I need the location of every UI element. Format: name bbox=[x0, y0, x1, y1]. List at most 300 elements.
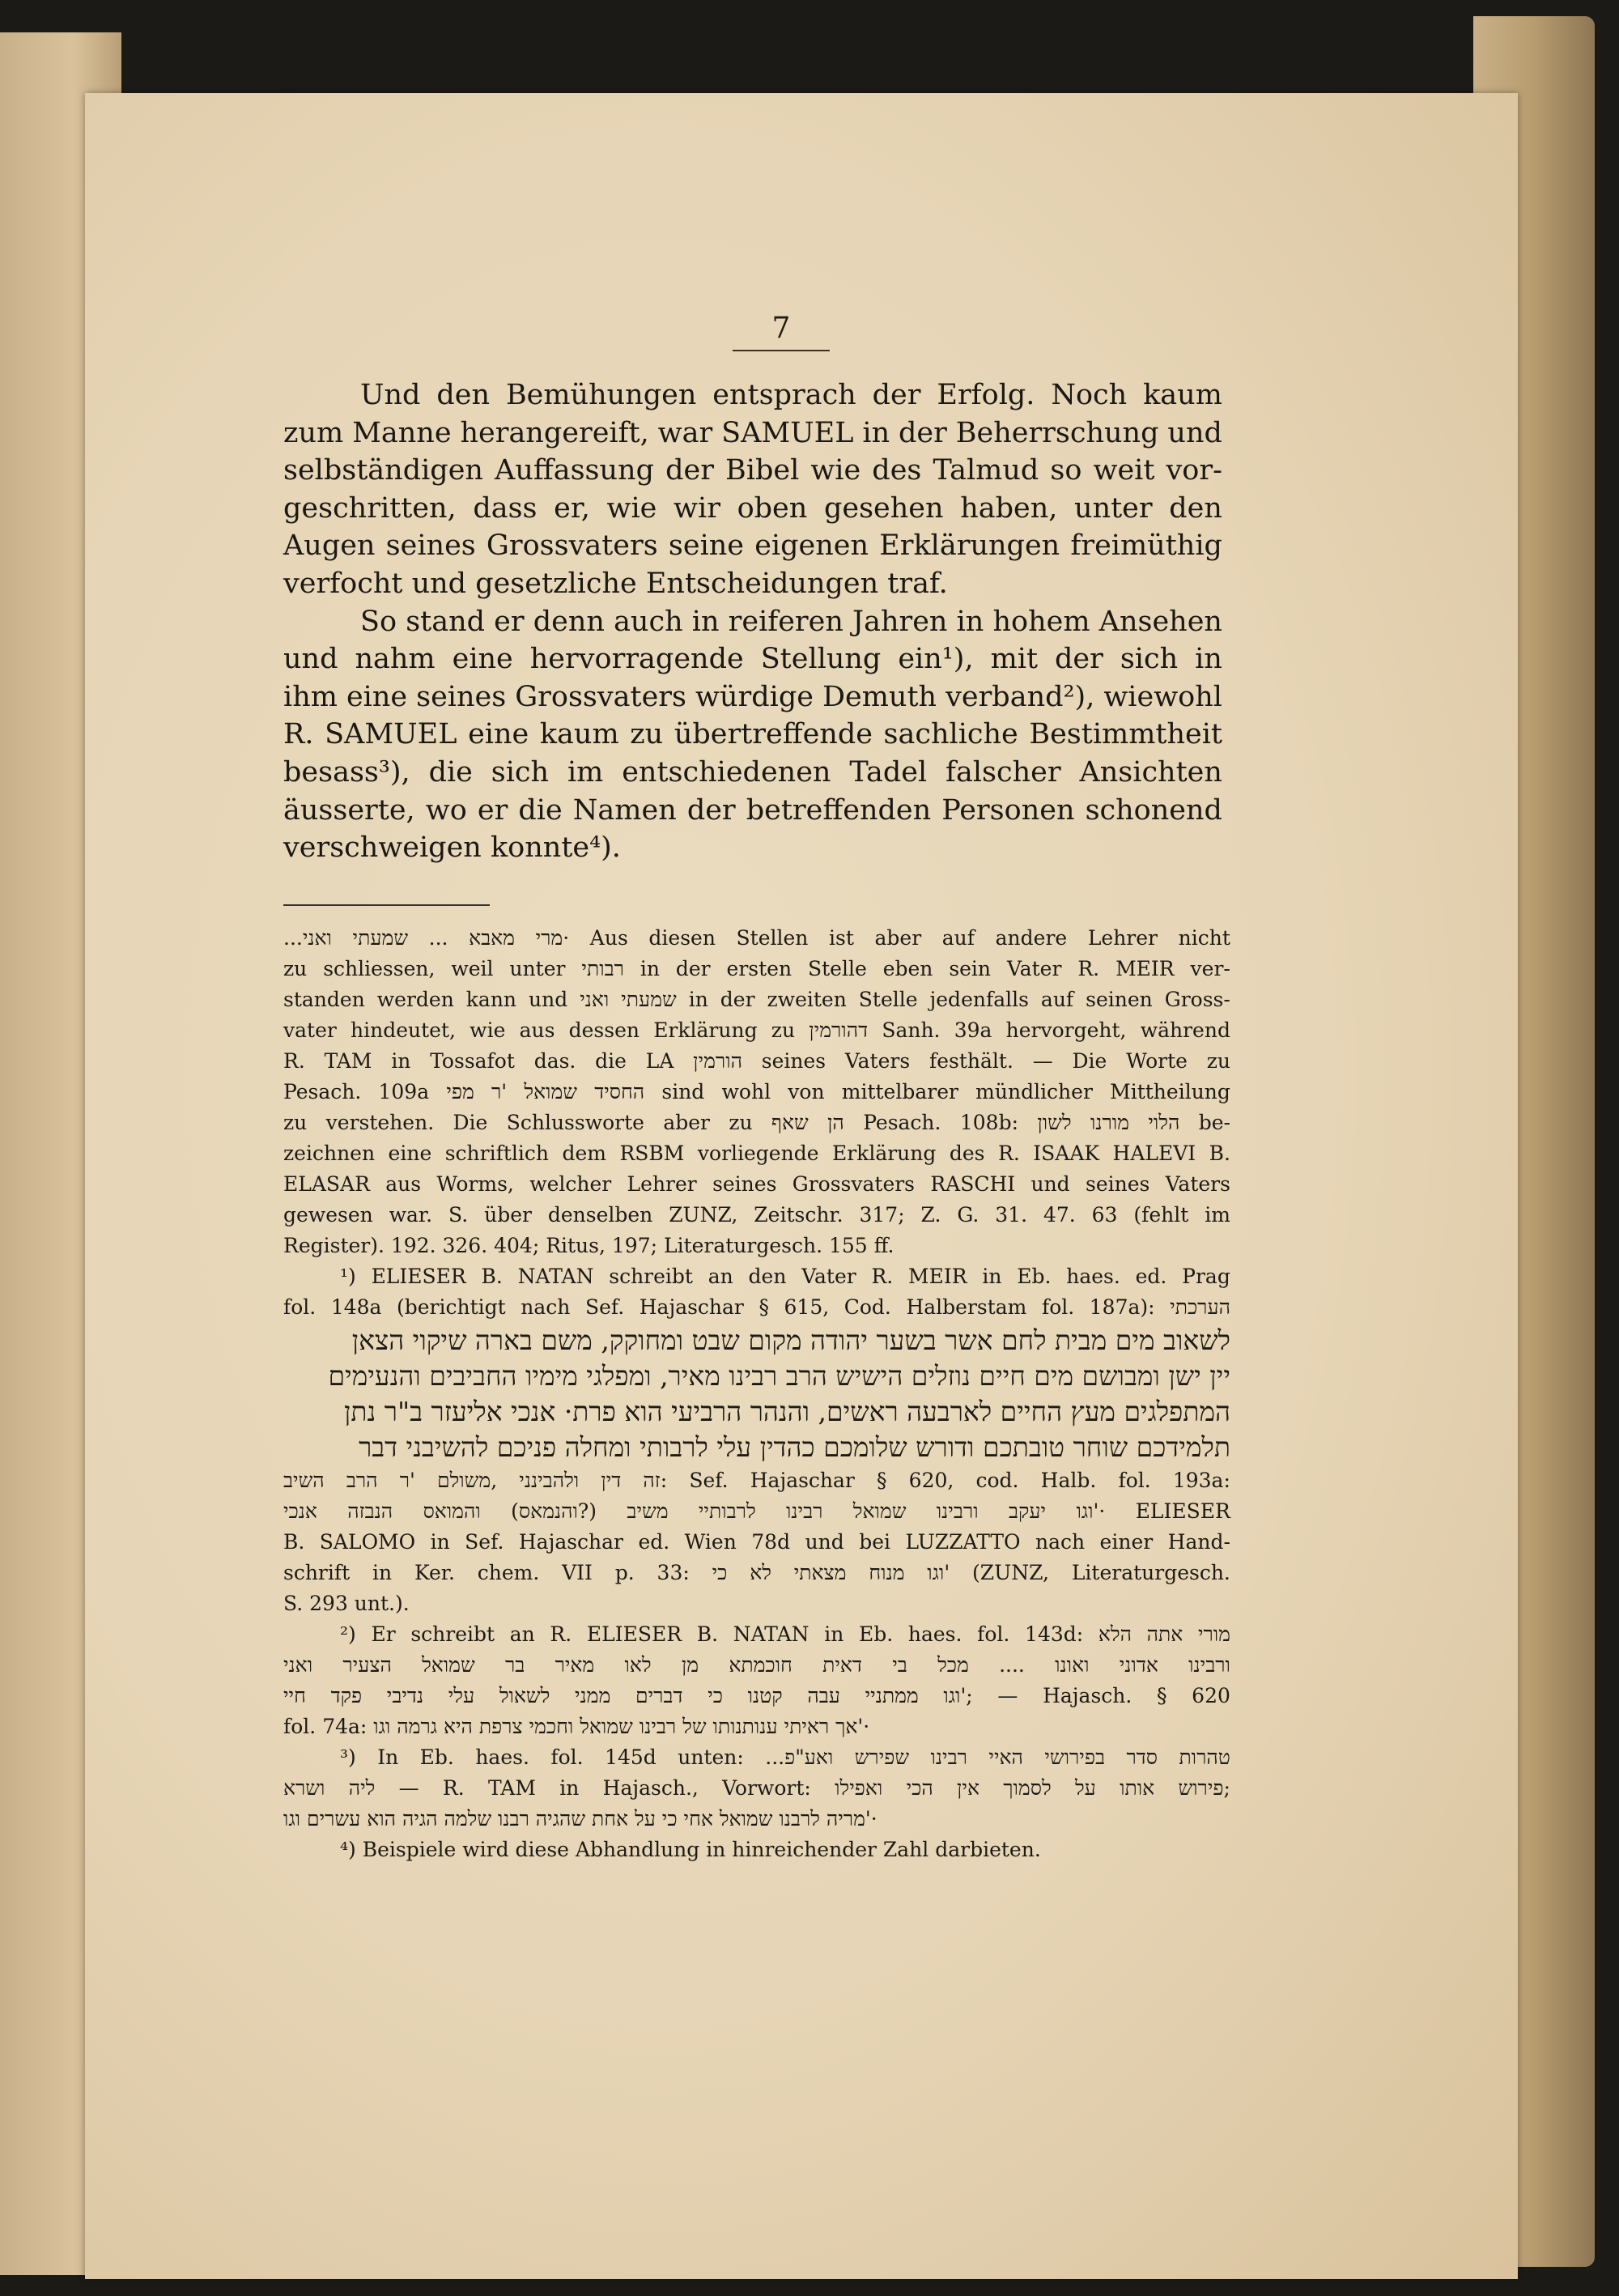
word: seine bbox=[668, 529, 745, 563]
word: ... bbox=[428, 926, 448, 950]
word: הלוי bbox=[1148, 1111, 1180, 1134]
word: schreibt bbox=[609, 1265, 693, 1288]
word: מנוח bbox=[869, 1561, 905, 1584]
footnote-2-line bbox=[283, 1650, 1230, 1681]
word: ואני bbox=[580, 988, 610, 1011]
word: der bbox=[872, 379, 921, 411]
word: In bbox=[377, 1745, 399, 1769]
word: hervorragende bbox=[529, 643, 744, 676]
word: Bestimmtheit bbox=[1029, 718, 1222, 751]
word: seines bbox=[1086, 1172, 1150, 1196]
word: R. bbox=[998, 1142, 1020, 1165]
word: sich bbox=[491, 755, 550, 789]
word: gewesen bbox=[283, 1203, 373, 1227]
word: haes. bbox=[907, 1622, 962, 1646]
word: § bbox=[759, 1295, 769, 1319]
word: שמעתי bbox=[621, 988, 677, 1011]
word: herangereift, bbox=[460, 416, 649, 449]
word: § bbox=[877, 1469, 887, 1492]
word: in bbox=[824, 1622, 844, 1646]
word: ואני bbox=[283, 1653, 313, 1677]
word: jedenfalls bbox=[929, 988, 1029, 1011]
word: seinen bbox=[1086, 988, 1153, 1011]
word: Grossvaters bbox=[792, 1172, 916, 1196]
word: 615, bbox=[784, 1295, 830, 1319]
word: auch bbox=[614, 605, 683, 638]
word: vater bbox=[283, 1018, 337, 1042]
word: seines bbox=[385, 529, 476, 563]
word: gesehen bbox=[823, 491, 944, 525]
word: Die bbox=[1072, 1049, 1107, 1073]
word: Literaturgesch. bbox=[1071, 1561, 1230, 1584]
word: B. bbox=[696, 1622, 719, 1646]
word: אין bbox=[957, 1776, 979, 1800]
word: kann bbox=[465, 988, 517, 1011]
word: ersten bbox=[726, 957, 793, 980]
word: ist bbox=[829, 926, 854, 950]
word: Halberstam bbox=[906, 1295, 1027, 1319]
word: aus bbox=[385, 1172, 422, 1196]
word: לרבותיי bbox=[698, 1499, 756, 1523]
word: רבינו bbox=[786, 1499, 823, 1523]
word: kaum bbox=[539, 718, 619, 751]
word: R. bbox=[550, 1622, 572, 1646]
body-line bbox=[283, 452, 1222, 490]
word: dem bbox=[562, 1142, 606, 1165]
footnote-2-line bbox=[283, 1619, 1230, 1650]
footnote-line bbox=[283, 1015, 1230, 1046]
word: Stellen bbox=[736, 926, 809, 950]
word: דברים bbox=[635, 1684, 683, 1707]
word: freimüthig bbox=[1070, 529, 1222, 563]
word: LUZZATTO bbox=[905, 1530, 1021, 1554]
word: Stelle bbox=[858, 988, 918, 1011]
word: nahm bbox=[355, 643, 436, 676]
word: und bbox=[1030, 1172, 1070, 1196]
word: Augen bbox=[283, 529, 376, 563]
footnote-1-hebrew-line: לשאוב מים מבית לחם אשר בשער יהודה מקום שבט ומחוקק, משם בארה שיקוי הצאן bbox=[351, 1324, 1230, 1356]
footnote-1-line bbox=[283, 1465, 1230, 1496]
word: Erklärung bbox=[831, 1142, 937, 1165]
word: ELIESER bbox=[586, 1622, 682, 1646]
word: MEIR bbox=[908, 1265, 967, 1288]
word: er bbox=[477, 793, 508, 827]
word: Tossafot bbox=[430, 1049, 515, 1073]
word: B. bbox=[1209, 1142, 1230, 1165]
word: in bbox=[862, 416, 890, 449]
word: RSBM bbox=[619, 1142, 685, 1165]
word: auf bbox=[1040, 988, 1074, 1011]
word: מורנו bbox=[1090, 1111, 1129, 1134]
word: er, bbox=[554, 491, 590, 525]
word: zeichnen bbox=[283, 1142, 376, 1165]
word: unten: bbox=[678, 1745, 744, 1769]
word: schreibt bbox=[410, 1622, 495, 1646]
word: Ker. bbox=[414, 1561, 455, 1584]
word: על bbox=[1074, 1776, 1096, 1800]
word: betreffenden bbox=[746, 793, 932, 827]
footnote-1-hebrew-line: המתפלגים מעץ החיים לארבעה ראשים, והנהר הרביעי הוא פרת· אנכי אליעזר ב"ר נתן bbox=[344, 1396, 1230, 1427]
word: hohem bbox=[992, 605, 1090, 638]
word: חיי bbox=[283, 1684, 306, 1707]
word: Hajasch., bbox=[602, 1776, 699, 1800]
word: משולם, bbox=[436, 1469, 498, 1492]
word: fol. bbox=[283, 1295, 317, 1319]
word: Mittheilung bbox=[1110, 1080, 1230, 1103]
body-line: verfocht und gesetzliche Entscheidungen traf. bbox=[283, 567, 948, 600]
word: eine bbox=[388, 1142, 432, 1165]
word: TAM bbox=[324, 1049, 372, 1073]
word: Erklärung bbox=[653, 1018, 758, 1042]
word: Vaters bbox=[1165, 1172, 1230, 1196]
word: in bbox=[640, 957, 660, 980]
word: haes. bbox=[1066, 1265, 1120, 1288]
word: יעקב bbox=[1008, 1499, 1047, 1523]
body-line bbox=[283, 490, 1222, 528]
word: מכל bbox=[937, 1653, 969, 1677]
word: שמואל bbox=[524, 1080, 577, 1103]
word: während bbox=[1140, 1018, 1230, 1042]
footnote-line bbox=[283, 1200, 1230, 1231]
word: wiewohl bbox=[1103, 680, 1222, 713]
word: aber bbox=[663, 1111, 710, 1134]
word: sein bbox=[949, 957, 992, 980]
footnote-3-line bbox=[283, 1742, 1230, 1773]
word: Noch bbox=[1051, 379, 1128, 411]
word: Lehrer bbox=[1087, 926, 1158, 950]
word: Erfolg. bbox=[937, 379, 1035, 411]
word: festhält. bbox=[928, 1049, 1013, 1073]
word: § bbox=[1157, 1684, 1167, 1707]
word: und bbox=[283, 643, 338, 676]
word: מורי bbox=[1197, 1622, 1230, 1646]
word: eigenen bbox=[754, 529, 869, 563]
page-number-rule bbox=[733, 350, 830, 351]
word: unter bbox=[1074, 491, 1153, 525]
word: Stellung bbox=[760, 643, 882, 676]
word: standen bbox=[283, 988, 365, 1011]
word: seines bbox=[712, 1172, 777, 1196]
word: der bbox=[686, 793, 736, 827]
word: geschritten, bbox=[283, 491, 457, 525]
word: bei bbox=[859, 1530, 891, 1554]
word: Pesach. bbox=[283, 1080, 362, 1103]
word: ...ואני bbox=[283, 926, 332, 950]
word: an bbox=[708, 1265, 733, 1288]
word: haben, bbox=[960, 491, 1058, 525]
word: 620, bbox=[908, 1469, 954, 1492]
word: vor- bbox=[1166, 454, 1222, 487]
word: R. bbox=[283, 1049, 305, 1073]
word: cod. bbox=[975, 1469, 1019, 1492]
word: entschiedenen bbox=[622, 755, 831, 789]
word: רבותי bbox=[581, 957, 624, 980]
word: R. bbox=[442, 1776, 465, 1800]
word: von bbox=[788, 1080, 825, 1103]
word: לשון bbox=[1037, 1111, 1072, 1134]
word: nach bbox=[521, 1295, 571, 1319]
word: אדוני bbox=[1119, 1653, 1158, 1677]
body-line bbox=[283, 603, 1222, 641]
word: mittelbarer bbox=[841, 1080, 958, 1103]
word: zu bbox=[283, 1111, 308, 1134]
word: (fehlt bbox=[1133, 1203, 1189, 1227]
word: 33: bbox=[657, 1561, 690, 1584]
word: Erklärungen bbox=[879, 529, 1060, 563]
word: לסמוך bbox=[1003, 1776, 1052, 1800]
word: Sef. bbox=[584, 1295, 625, 1319]
word: ihm bbox=[283, 680, 338, 713]
word: be- bbox=[1198, 1111, 1230, 1134]
word: die bbox=[428, 755, 473, 789]
word: in bbox=[430, 1530, 450, 1554]
word: wie bbox=[810, 454, 861, 487]
word: Beherrschung bbox=[955, 416, 1159, 449]
word: מאבא bbox=[469, 926, 515, 950]
word: seines bbox=[761, 1049, 826, 1073]
word: weil bbox=[451, 957, 494, 980]
word: in bbox=[982, 1265, 1002, 1288]
word: ולהבינני bbox=[519, 1469, 580, 1492]
word: den bbox=[1169, 491, 1222, 525]
word: הצעיר bbox=[342, 1653, 392, 1677]
word: ר' bbox=[399, 1469, 415, 1492]
word: zum bbox=[283, 416, 344, 449]
word: MEIR bbox=[1115, 957, 1175, 980]
word: dessen bbox=[568, 1018, 640, 1042]
body-line bbox=[283, 640, 1222, 678]
word: רבינו bbox=[930, 1745, 967, 1769]
word: והמואס bbox=[423, 1499, 481, 1523]
word: verband²), bbox=[945, 680, 1095, 713]
word: denn bbox=[533, 605, 605, 638]
word: הערכתי bbox=[1170, 1295, 1230, 1319]
word: sachliche bbox=[883, 718, 1018, 751]
word: reiferen bbox=[728, 605, 843, 638]
word: Vater bbox=[1006, 957, 1062, 980]
word: וגו'; bbox=[943, 1684, 973, 1707]
word: falscher bbox=[945, 755, 1061, 789]
word: Und bbox=[360, 379, 421, 411]
word: האיי bbox=[988, 1745, 1023, 1769]
word: mündlicher bbox=[975, 1080, 1093, 1103]
word: selbständigen bbox=[283, 454, 483, 487]
footnote-1-hebrew-line: יין ישן ומבושם מים חיים נוזלים הישיש הרב רבינו מאיר, ומפלגי מימיו החביבים והנעימים bbox=[328, 1360, 1230, 1392]
word: אתה bbox=[1146, 1622, 1183, 1646]
word: den bbox=[748, 1265, 787, 1288]
word: des bbox=[872, 454, 922, 487]
word: R. bbox=[1077, 957, 1100, 980]
word: zu bbox=[283, 957, 308, 980]
word: SALOMO bbox=[319, 1530, 416, 1554]
word: 143d: bbox=[1025, 1622, 1084, 1646]
footnote-1-line bbox=[283, 1558, 1230, 1588]
word: im bbox=[1205, 1203, 1230, 1227]
word: ואונו bbox=[1055, 1653, 1090, 1677]
word: in bbox=[372, 1561, 393, 1584]
word: Hajaschar bbox=[639, 1295, 744, 1319]
word: Vorwort: bbox=[722, 1776, 811, 1800]
word: welcher bbox=[529, 1172, 612, 1196]
word: Z. bbox=[920, 1203, 941, 1227]
body-text bbox=[283, 376, 1222, 867]
word: מרי· bbox=[535, 926, 570, 950]
word: Grossvaters bbox=[515, 680, 686, 713]
footnote-1-line bbox=[283, 1527, 1230, 1558]
word: הלא bbox=[1098, 1622, 1132, 1646]
word: in bbox=[691, 605, 720, 638]
word: eben bbox=[882, 957, 933, 980]
word: ¹) bbox=[340, 1265, 356, 1288]
word: ed. bbox=[1135, 1265, 1167, 1288]
word: R. bbox=[283, 718, 314, 751]
word: hindeutet, bbox=[351, 1018, 456, 1042]
word: Talmud bbox=[933, 454, 1039, 487]
body-line bbox=[283, 678, 1222, 716]
word: die bbox=[518, 793, 563, 827]
word: SAMUEL bbox=[721, 416, 854, 449]
word: 145d bbox=[605, 1745, 657, 1769]
word: HALEVI bbox=[1112, 1142, 1196, 1165]
word: פקד bbox=[330, 1684, 363, 1707]
word: (berichtigt bbox=[397, 1295, 506, 1319]
word: שפירש bbox=[854, 1745, 910, 1769]
word: 193a: bbox=[1172, 1469, 1230, 1492]
word: in bbox=[688, 988, 708, 1011]
word: וגו'· bbox=[1076, 1499, 1106, 1523]
word: SAMUEL bbox=[325, 718, 457, 751]
word: לשאול bbox=[499, 1684, 550, 1707]
word: war. bbox=[389, 1203, 433, 1227]
word: Sef. bbox=[689, 1469, 729, 1492]
word: החסיד bbox=[594, 1080, 645, 1103]
word: Hand- bbox=[1167, 1530, 1230, 1554]
word: Er bbox=[371, 1622, 396, 1646]
word: 109a bbox=[378, 1080, 430, 1103]
word: ELIESER bbox=[1135, 1499, 1230, 1523]
word: נדיבי bbox=[386, 1684, 424, 1707]
word: VII bbox=[562, 1561, 593, 1584]
footnote-1-hebrew-line: תלמידכם שוחר טובתכם ודורש שלומכם כהדין עלי לרבותי ומחלה פניכם להשיבני דבר bbox=[359, 1431, 1230, 1463]
word: שמעתי bbox=[352, 926, 409, 950]
word: הורמין bbox=[693, 1049, 742, 1073]
word: sich bbox=[1120, 643, 1179, 676]
word: im bbox=[567, 755, 604, 789]
word: (ZUNZ, bbox=[972, 1561, 1049, 1584]
body-line bbox=[283, 716, 1222, 754]
word: ממתניי bbox=[865, 1684, 919, 1707]
word: חוכמתא bbox=[729, 1653, 793, 1677]
word: Aus bbox=[589, 926, 628, 950]
word: 187a): bbox=[1089, 1295, 1155, 1319]
word: B. bbox=[283, 1530, 305, 1554]
word: Eb. bbox=[859, 1622, 894, 1646]
word: entsprach bbox=[712, 379, 856, 411]
word: ELIESER bbox=[371, 1265, 466, 1288]
word: über bbox=[484, 1203, 532, 1227]
word: zu bbox=[729, 1111, 753, 1134]
word: weit bbox=[1093, 454, 1155, 487]
word: NATAN bbox=[733, 1622, 810, 1646]
word: besass³), bbox=[283, 755, 410, 789]
word: Wien bbox=[684, 1530, 737, 1554]
word: שאף bbox=[771, 1111, 809, 1134]
word: zweiten bbox=[767, 988, 847, 1011]
footnote-3-line bbox=[283, 1773, 1230, 1804]
word: ר' bbox=[491, 1080, 508, 1103]
word: שמואל bbox=[852, 1499, 907, 1523]
word: schriftlich bbox=[444, 1142, 549, 1165]
word: mit bbox=[990, 643, 1039, 676]
word: Sef. bbox=[465, 1530, 504, 1554]
word: übertreffende bbox=[674, 718, 873, 751]
word: כי bbox=[712, 1561, 728, 1584]
word: wir bbox=[674, 491, 720, 525]
word: מצאתי bbox=[793, 1561, 847, 1584]
word: לאו bbox=[624, 1653, 652, 1677]
word: R. bbox=[871, 1265, 894, 1288]
word: ZUNZ, bbox=[669, 1203, 738, 1227]
word: 47. bbox=[1043, 1203, 1076, 1227]
word: אותו bbox=[1120, 1776, 1155, 1800]
word: ליה bbox=[348, 1776, 376, 1800]
word: Bibel bbox=[725, 454, 800, 487]
word: 78d bbox=[751, 1530, 791, 1554]
word: fol. bbox=[1118, 1469, 1151, 1492]
word: Demuth bbox=[822, 680, 937, 713]
word: 108b: bbox=[959, 1111, 1019, 1134]
word: Hajaschar bbox=[518, 1530, 624, 1554]
word: schonend bbox=[1085, 793, 1222, 827]
word: würdige bbox=[695, 680, 814, 713]
word: Eb. bbox=[419, 1745, 454, 1769]
word: fol. bbox=[550, 1745, 584, 1769]
word: wie bbox=[606, 491, 657, 525]
word: Grossvaters bbox=[486, 529, 658, 563]
footnote-1-line bbox=[283, 1292, 1230, 1323]
word: er bbox=[494, 605, 525, 638]
footnote-line bbox=[283, 1138, 1230, 1169]
word: לא bbox=[750, 1561, 771, 1584]
word: קטנו bbox=[747, 1684, 783, 1707]
word: kaum bbox=[1143, 379, 1222, 411]
page-number: 7 bbox=[771, 312, 791, 345]
footnote-separator bbox=[283, 904, 490, 906]
footnote-line bbox=[283, 1046, 1230, 1077]
word: auf bbox=[941, 926, 975, 950]
word: טהרות bbox=[1179, 1745, 1230, 1769]
word: וגו' bbox=[927, 1561, 950, 1584]
word: Vaters bbox=[844, 1049, 911, 1073]
word: äusserte, bbox=[283, 793, 415, 827]
word: zu bbox=[1206, 1049, 1230, 1073]
body-line bbox=[283, 376, 1222, 415]
word: Personen bbox=[941, 793, 1075, 827]
word: der bbox=[720, 988, 755, 1011]
word: 620 bbox=[1192, 1684, 1230, 1707]
word: nach bbox=[1035, 1530, 1086, 1554]
word: das. bbox=[533, 1049, 576, 1073]
word: seines bbox=[416, 680, 507, 713]
word: in bbox=[559, 1776, 580, 1800]
body-line bbox=[283, 754, 1222, 792]
word: aber bbox=[874, 926, 922, 950]
word: דהורמין bbox=[809, 1018, 869, 1042]
footnote-line: Register). 192. 326. 404; Ritus, 197; Literaturgesch. 155 ff. bbox=[283, 1234, 894, 1257]
word: einer bbox=[1099, 1530, 1154, 1554]
word: die bbox=[595, 1049, 627, 1073]
word: מאיר bbox=[555, 1653, 595, 1677]
